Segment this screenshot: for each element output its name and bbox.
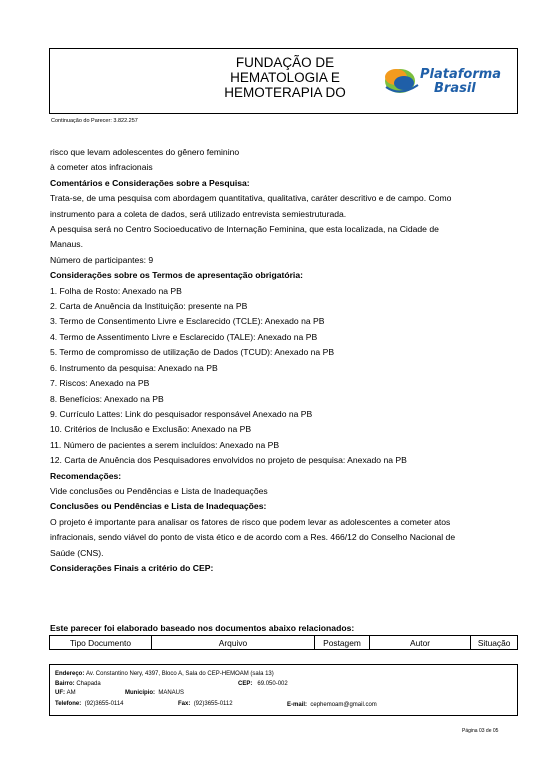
terms-heading: Considerações sobre os Termos de apresentação obrigatória:: [50, 270, 303, 281]
column-header: Situação: [471, 636, 518, 650]
list-item: 2. Carta de Anuência da Instituição: presente na PB: [50, 301, 248, 312]
column-header: Autor: [369, 636, 470, 650]
participants-count: Número de participantes: 9: [50, 254, 154, 265]
list-item: 3. Termo de Consentimento Livre e Esclarecido (TCLE): Anexado na PB: [50, 316, 325, 327]
document-header: [49, 48, 518, 114]
list-item: 8. Benefícios: Anexado na PB: [50, 393, 164, 404]
address-value: Av. Constantino Nery, 4397, Bloco A, Sala do CEP-HEMOAM (sala 13): [86, 671, 274, 677]
column-header: Arquivo: [151, 636, 314, 650]
continuation-label: Continuação do Parecer: 3.822.257: [51, 118, 138, 124]
email-value: cephemoam@gmail.com: [310, 702, 377, 708]
comments-heading: Comentários e Considerações sobre a Pesquisa:: [50, 177, 250, 188]
column-header: Postagem: [315, 636, 370, 650]
list-item: 1. Folha de Rosto: Anexado na PB: [50, 285, 182, 296]
conclusions-heading: Conclusões ou Pendências e Lista de Inadequações:: [50, 501, 267, 512]
list-item: 12. Carta de Anuência dos Pesquisadores envolvidos no projeto de pesquisa: Anexado na PB: [50, 455, 407, 466]
svg-text:Brasil: Brasil: [434, 81, 476, 96]
column-header: Tipo Documento: [50, 636, 152, 650]
table-header-row: [50, 636, 518, 650]
organization-title: FUNDAÇÃO DE HEMATOLOGIA E HEMOTERAPIA DO: [224, 55, 346, 100]
logo-globe-icon: [378, 61, 508, 103]
page-number: Página 03 de 05: [462, 728, 499, 734]
recommendations-heading: Recomendações:: [50, 470, 122, 481]
list-item: 4. Termo de Assentimento Livre e Esclarecido (TALE): Anexado na PB: [50, 331, 318, 342]
report-body: risco que levam adolescentes do gênero feminino à cometer atos infracionais Comentários e Considerações sobre a Pesquisa: Trata-se, de uma pesquisa com abordagem quantitativa, qualitativa, caráter descritivo e de campo. Como instrumento para a coleta de dados, será utilizado entrevista semiestruturada. A pesquisa será no Centro Socioeducativo de Internação Feminina, que esta localizada, na Cidade de Manaus. Número de participantes: 9 Considerações sobre os Termos de apresentação obrigatória: 1. Folha de Rosto: Anexado na PB 2. Carta de Anuência da Instituição: presente na PB 3. Termo de Consentimento Livre e Esclarecido (TCLE): Anexado na PB 4. Termo de Assentimento Livre e Esclarecido (TALE): Anexado na PB 5. Termo de compromisso de utilização de Dados (TCUD): Anexado na PB 6. Instrumento da pesquisa: Anexado na PB 7. Riscos: Anexado na PB 8. Benefícios: Anexado na PB 9. Currículo Lattes: Link do pesquisador responsável Anexado na PB 10. Critérios de Inclusão e Exclusão: Anexado na PB 11. Número de pacientes a serem incluídos: Anexado na PB 12. Carta de Anuência dos Pesquisadores envolvidos no projeto de pesquisa: Anexado na PB Recomendações: Vide conclusões ou Pendências e Lista de Inadequações Conclusões ou Pendências e Lista de Inadequações: O projeto é importante para analisar os fatores de risco que podem levar as adolescentes a cometer atos infracionais, sendo viável do ponto de vista ético e de acordo com a Res. 466/12 do Conselho Nacional de Saúde (CNS). Considerações Finais a critério do CEP:: [50, 145, 520, 576]
list-item: 11. Número de pacientes a serem incluídos: Anexado na PB: [50, 439, 280, 450]
svg-text:Plataforma: Plataforma: [420, 67, 502, 82]
list-item: 5. Termo de compromisso de utilização de Dados (TCUD): Anexado na PB: [50, 347, 335, 358]
list-item: 9. Currículo Lattes: Link do pesquisador responsável Anexado na PB: [50, 408, 313, 419]
final-considerations-heading: Considerações Finais a critério do CEP:: [50, 562, 214, 573]
documents-title: Este parecer foi elaborado baseado nos documentos abaixo relacionados:: [50, 623, 355, 633]
footer-contact-box: Endereço: Av. Constantino Nery, 4397, Bloco A, Sala do CEP-HEMOAM (sala 13) Bairro: Chapada CEP: 69.050-002 UF: AM Município: MANAUS Telefone: (92)3655-0114 Fax: (92)3655-0112 E-mail: cephemoam@gmail.com: [49, 664, 518, 716]
documents-table: [49, 635, 518, 650]
list-item: 7. Riscos: Anexado na PB: [50, 378, 150, 389]
plataforma-brasil-logo: [378, 61, 508, 103]
list-item: 10. Critérios de Inclusão e Exclusão: Anexado na PB: [50, 424, 252, 435]
list-item: 6. Instrumento da pesquisa: Anexado na PB: [50, 362, 218, 373]
